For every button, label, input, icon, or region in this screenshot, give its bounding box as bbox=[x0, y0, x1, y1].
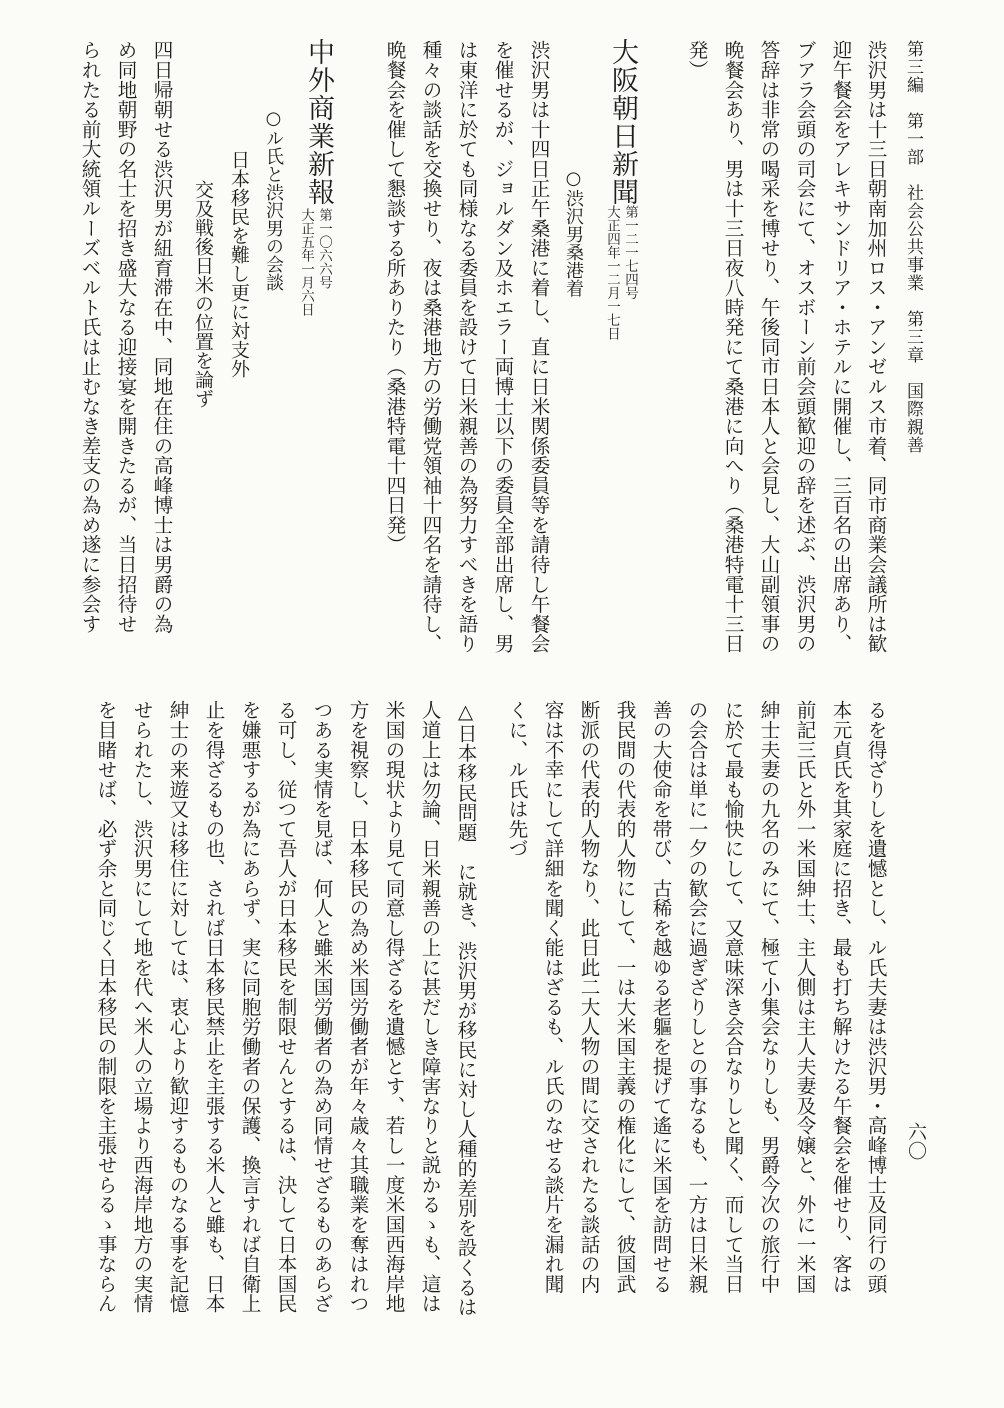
osaka-line: は東洋に於ても同様なる委員を設けて日米親善の為努力すべきを語り bbox=[455, 40, 478, 654]
issue-date-osaka: 大正四年一二月一七日 bbox=[604, 205, 620, 340]
issue-number-chugai: 第一〇六六号 bbox=[316, 208, 332, 289]
lower-line: 米国の現状より見て同意し得ざるを遺憾とす、若し一度米国西海岸地 bbox=[382, 700, 405, 1314]
chugai-line: め同地朝野の名士を招き盛大なる迎接宴を開きたるが、当日招待せ bbox=[114, 40, 137, 634]
lower-line: 紳士の来遊又は移住に対しては、衷心より歓迎するものなる事を記憶 bbox=[166, 700, 189, 1314]
intro-line: 晩餐会あり、男は十三日夜八時発にて桑港に向へり（桑港特電十三日 bbox=[721, 40, 744, 654]
article-headline: 交及戦後日米の位置を論ず bbox=[192, 180, 214, 408]
lower-line: つある実情を見ば、何人と雖米国労働者の為め同情せざるものあらざ bbox=[310, 700, 333, 1314]
issue-date-chugai: 大正五年一月六日 bbox=[298, 208, 314, 316]
lower-line: 人道上は勿論、日米親善の上に甚だしき障害なりと説かるゝも、這は bbox=[418, 700, 441, 1314]
lower-line: せられたし、渋沢男にして地を代へ米人の立場より西海岸地方の実情 bbox=[130, 700, 153, 1314]
running-head: 第三編 第一部 社会公共事業 第三章 国際親善 bbox=[903, 40, 923, 454]
lower-line: くに、ル氏は先づ bbox=[505, 700, 528, 859]
lower-line: 我民間の代表的人物にして、一は大米国主義の権化にして、彼国武 bbox=[613, 700, 636, 1294]
newspaper-title-osaka: 大阪朝日新聞 bbox=[607, 38, 638, 206]
lower-line: るを得ざりしを遺憾とし、ル氏夫妻は渋沢男・高峰博士及同行の頭 bbox=[864, 700, 887, 1294]
article-subtitle-osaka: ○渋沢男桑港着 bbox=[563, 168, 584, 297]
chugai-line: 四日帰朝せる渋沢男が紐育滞在中、同地在住の高峰博士は男爵の為 bbox=[150, 40, 173, 634]
intro-line: 渋沢男は十三日朝南加州ロス・アンゼルス市着、同市商業会議所は歓 bbox=[864, 40, 887, 654]
osaka-line: 晩餐会を催して懇談する所ありたり（桑港特電十四日発） bbox=[383, 40, 406, 555]
lower-line: 善の大使命を帯び、古稀を越ゆる老軀を提げて遙に米国を訪問せる bbox=[649, 700, 672, 1294]
intro-line: ブアラ会頭の司会にて、オスボーン前会頭歓迎の辞を述ぶ、渋沢男の bbox=[793, 40, 816, 654]
lower-line: 止を得ざるもの也、されば日本移民禁止を主張する米人と雖も、日本 bbox=[202, 700, 225, 1314]
lower-line: る可し、従つて吾人が日本移民を制限せんとするは、決して日本国民 bbox=[274, 700, 297, 1314]
intro-line: 発） bbox=[685, 40, 708, 80]
page-number: 六〇 bbox=[905, 1122, 927, 1160]
osaka-line: 渋沢男は十四日正午桑港に着し、直に日米関係委員等を請待し午餐会 bbox=[527, 40, 550, 654]
issue-number-osaka: 第一二一七四号 bbox=[622, 205, 638, 300]
chugai-line: られたる前大統領ルーズベルト氏は止むなき差支の為め遂に参会す bbox=[78, 40, 101, 634]
lower-line: 容は不幸にして詳細を聞く能はざるも、ル氏のなせる談片を漏れ聞 bbox=[541, 700, 564, 1294]
lower-line: を嫌悪するが為にあらず、実に同胞労働者の保護、換言すれば自衛上 bbox=[238, 700, 261, 1314]
lower-line: 紳士夫妻の九名のみにて、極て小集会なりしも、男爵今次の旅行中 bbox=[757, 700, 780, 1294]
lower-line: △日本移民問題 に就き、渋沢男が移民に対し人種的差別を設くるは bbox=[454, 700, 477, 1317]
article-subtitle-chugai: ○ル氏と渋沢男の会談 bbox=[263, 108, 284, 291]
lower-line: の会合は単に一夕の歓会に過ぎざりしとの事なるも、一方は日米親 bbox=[685, 700, 708, 1294]
osaka-line: 種々の談話を交換せり、夜は桑港地方の労働党領袖十四名を請待し、 bbox=[419, 40, 442, 654]
lower-line: に於て最も愉快にして、又意味深き会合なりしと聞く、而して当日 bbox=[721, 700, 744, 1294]
lower-line: を目睹せば、必ず余と同じく日本移民の制限を主張せらるゝ事ならん bbox=[94, 700, 117, 1314]
lower-line: 本元貞氏を其家庭に招き、最も打ち解けたる午餐会を催せり、客は bbox=[829, 700, 852, 1294]
intro-line: 迎午餐会をアレキサンドリア・ホテルに開催し、三百名の出席あり、 bbox=[829, 40, 852, 654]
article-headline: 日本移民を難し更に対支外 bbox=[228, 150, 250, 378]
intro-line: 答辞は非常の喝采を博せり、午後同市日本人と会見し、大山副領事の bbox=[757, 40, 780, 654]
newspaper-title-chugai: 中外商業新報 bbox=[303, 38, 334, 206]
lower-line: 断派の代表的人物なり、此日此二大人物の間に交されたる談話の内 bbox=[577, 700, 600, 1294]
osaka-line: を催せるが、ジョルダン及ホエラー両博士以下の委員全部出席し、男 bbox=[491, 40, 514, 654]
lower-line: 方を視察し、日本移民の為め米国労働者が年々歳々其職業を奪はれつ bbox=[346, 700, 369, 1314]
lower-line: 前記三氏と外一米国紳士、主人側は主人夫妻及令嬢と、外に一米国 bbox=[793, 700, 816, 1294]
